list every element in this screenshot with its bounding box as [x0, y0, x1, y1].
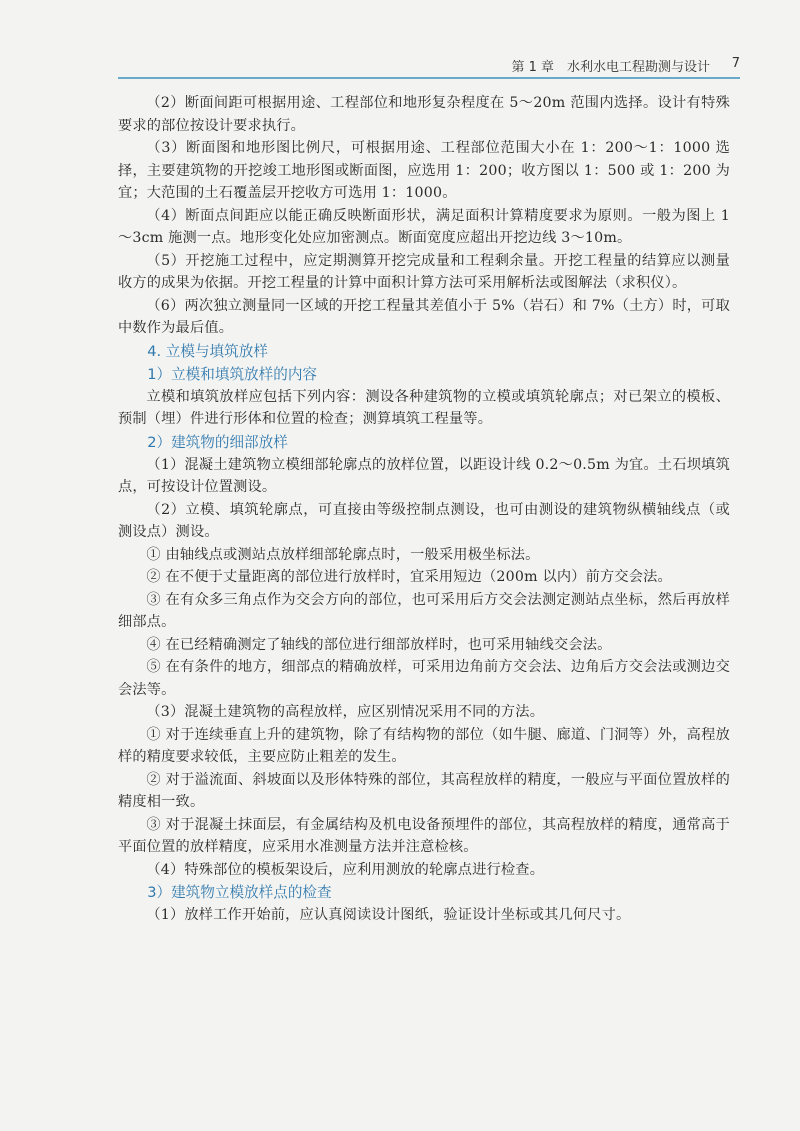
chapter-title: 第 1 章 水利水电工程勘测与设计	[511, 60, 710, 75]
list-item: ④ 在已经精确测定了轴线的部位进行细部放样时，也可采用轴线交会法。	[146, 636, 612, 653]
list-item: ③ 对于混凝土抹面层，有金属结构及机电设备预埋件的部位，其高程放样的精度，通常高于平面位置的放样精度，应采用水准测量方法并注意检核。	[118, 816, 730, 855]
paragraph: （6）两次独立测量同一区域的开挖工程量其差值小于 5%（岩石）和 7%（土方）时，可取中数作为最后值。	[118, 297, 730, 336]
list-item: ② 在不便于丈量距离的部位进行放样时，宜采用短边（200m 以内）前方交会法。	[146, 569, 672, 585]
paragraph: 立模和填筑放样应包括下列内容：测设各种建筑物的立模或填筑轮廓点；对已架立的模板、预制（埋）件进行形体和位置的检查；测算填筑工程量等。	[118, 388, 730, 427]
paragraph: （3）断面图和地形图比例尺，可根据用途、工程部位范围大小在 1：200～1：1000 选择，主要建筑物的开挖竣工地形图或断面图，应选用 1：200；收方图以 1：500 或 1：200 为宜；大范围的土石覆盖层开挖收方可选用 1：1000。	[118, 140, 730, 201]
list-item: ⑤ 在有条件的地方，细部点的精确放样，可采用边角前方交会法、边角后方交会法或测边交会法等。	[118, 659, 730, 698]
list-item: ① 由轴线点或测站点放样细部轮廓点时，一般采用极坐标法。	[146, 546, 540, 563]
list-item: ① 对于连续垂直上升的建筑物，除了有结构物的部位（如牛腿、廊道、门洞等）外，高程放样的精度要求较低，主要应防止粗差的发生。	[118, 726, 730, 765]
paragraph: （3）混凝土建筑物的高程放样，应区别情况采用不同的方法。	[146, 704, 545, 720]
page-number: 7	[731, 56, 740, 71]
running-header	[118, 56, 740, 76]
subsection-heading: 3）建筑物立模放样点的检查	[147, 884, 332, 901]
list-item: ② 对于溢流面、斜坡面以及形体特殊的部位，其高程放样的精度，一般应与平面位置放样的精度相一致。	[118, 771, 730, 810]
paragraph: （4）特殊部位的模板架设后，应利用测放的轮廓点进行检查。	[146, 861, 545, 878]
paragraph: （1）放样工作开始前，应认真阅读设计图纸，验证设计坐标或其几何尺寸。	[146, 907, 631, 923]
paragraph: （2）断面间距可根据用途、工程部位和地形复杂程度在 5～20m 范围内选择。设计有特殊要求的部位按设计要求执行。	[118, 95, 730, 134]
list-item: ③ 在有众多三角点作为交会方向的部位，也可采用后方交会法测定测站点坐标，然后再放样细部点。	[118, 591, 730, 630]
page-body	[118, 92, 730, 927]
paragraph: （2）立模、填筑轮廓点，可直接由等级控制点测设，也可由测设的建筑物纵横轴线点（或测设点）测设。	[118, 501, 730, 540]
section-heading: 4. 立模与填筑放样	[147, 342, 268, 360]
paragraph: （1）混凝土建筑物立模细部轮廓点的放样位置，以距设计线 0.2～0.5m 为宜。土石坝填筑点，可按设计位置测设。	[118, 456, 730, 495]
subsection-heading: 1）立模和填筑放样的内容	[147, 365, 318, 383]
header-rule	[118, 77, 740, 79]
paragraph: （4）断面点间距应以能正确反映断面形状，满足面积计算精度要求为原则。一般为图上 1～3cm 施测一点。地形变化处应加密测点。断面宽度应超出开挖边线 3～10m。	[118, 207, 730, 246]
paragraph: （5）开挖施工过程中，应定期测算开挖完成量和工程剩余量。开挖工程量的结算应以测量收方的成果为依据。开挖工程量的计算中面积计算方法可采用解析法或图解法（求积仪）。	[118, 252, 730, 291]
subsection-heading: 2）建筑物的细部放样	[147, 433, 288, 451]
